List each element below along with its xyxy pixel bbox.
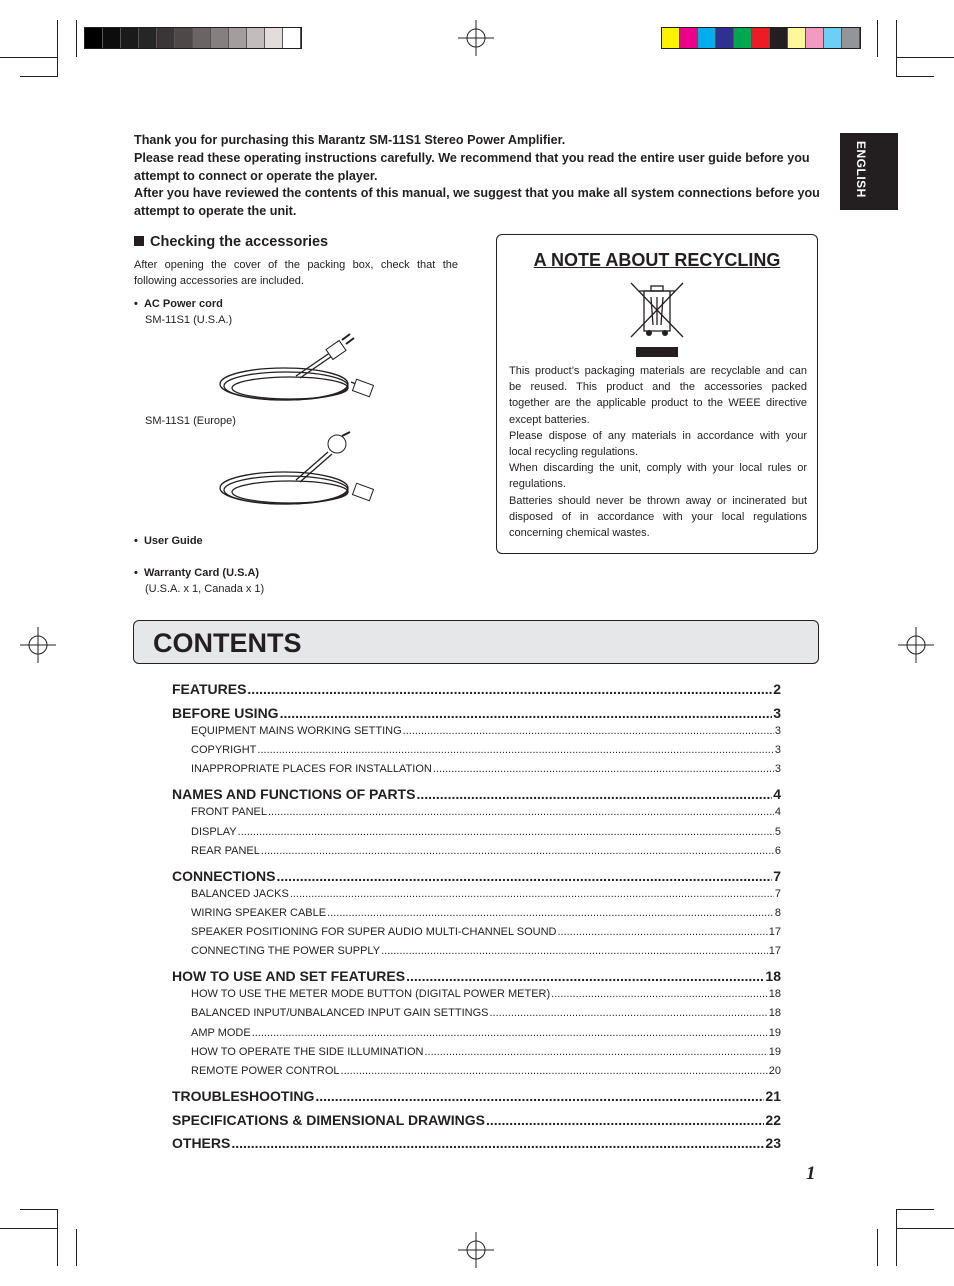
recycling-paragraph: Please dispose of any materials in accordance with your local recycling regulations.	[509, 429, 807, 459]
toc-entry-page: 7	[773, 868, 781, 884]
accessory-item: • Warranty Card (U.S.A)	[134, 567, 260, 579]
registration-mark-icon	[20, 627, 56, 663]
toc-subsection-entry	[191, 888, 781, 900]
toc-dot-leader	[433, 763, 774, 775]
toc-subsection-entry	[191, 945, 781, 957]
toc-subsection-entry	[191, 725, 781, 737]
language-tab	[840, 133, 898, 210]
toc-subsection-entry	[191, 763, 781, 775]
toc-entry-page: 23	[765, 1135, 781, 1151]
toc-entry-label: SPEAKER POSITIONING FOR SUPER AUDIO MULTI-CHANNEL SOUND	[191, 926, 557, 938]
square-bullet-icon	[134, 236, 144, 246]
toc-entry-label: EQUIPMENT MAINS WORKING SETTING	[191, 725, 402, 737]
toc-entry-page: 19	[768, 1027, 781, 1039]
toc-entry-label: CONNECTING THE POWER SUPPLY	[191, 945, 381, 957]
recycling-title: A NOTE ABOUT RECYCLING	[533, 250, 781, 270]
toc-section-entry	[172, 705, 781, 721]
page-number: 1	[806, 1163, 816, 1184]
toc-entry-page: 3	[773, 705, 781, 721]
accessory-item: • User Guide	[134, 535, 203, 547]
toc-dot-leader	[406, 968, 764, 984]
toc-dot-leader	[231, 1135, 764, 1151]
toc-entry-page: 6	[774, 845, 781, 857]
toc-subsection-entry	[191, 1065, 781, 1077]
color-swatch	[85, 28, 103, 48]
toc-dot-leader	[252, 1027, 768, 1039]
color-swatch	[806, 28, 824, 48]
toc-entry-label: BEFORE USING	[172, 705, 279, 721]
toc-entry-label: FRONT PANEL	[191, 806, 267, 818]
europe-cord-label: SM-11S1 (Europe)	[145, 415, 236, 427]
warranty-card-label: Warranty Card (U.S.A)	[143, 567, 260, 579]
toc-dot-leader	[238, 826, 774, 838]
toc-dot-leader	[424, 1046, 767, 1058]
toc-section-entry	[172, 1135, 781, 1151]
toc-entry-label: NAMES AND FUNCTIONS OF PARTS	[172, 786, 416, 802]
toc-dot-leader	[268, 806, 774, 818]
toc-dot-leader	[257, 744, 773, 756]
toc-entry-page: 4	[773, 786, 781, 802]
toc-dot-leader	[276, 868, 772, 884]
toc-subsection-entry	[191, 1027, 781, 1039]
toc-entry-page: 7	[774, 888, 781, 900]
toc-subsection-entry	[191, 744, 781, 756]
toc-dot-leader	[247, 681, 772, 697]
toc-entry-label: COPYRIGHT	[191, 744, 257, 756]
toc-dot-leader	[551, 988, 768, 1000]
intro-paragraph: Please read these operating instructions carefully. We recommend that you read the entire user guide before you attempt to connect or operate the player.	[134, 150, 810, 183]
toc-entry-label: REAR PANEL	[191, 845, 260, 857]
toc-entry-page: 18	[768, 1007, 781, 1019]
toc-dot-leader	[486, 1112, 764, 1128]
toc-entry-page: 22	[765, 1112, 781, 1128]
recycling-paragraph: Batteries should never be thrown away or incinerated but disposed of in accordance with your local regulations concerning chemical wastes.	[509, 494, 807, 540]
intro-paragraph: Thank you for purchasing this Marantz SM-11S1 Stereo Power Amplifier.	[134, 133, 566, 147]
usa-cord-label: SM-11S1 (U.S.A.)	[145, 314, 233, 326]
toc-dot-leader	[416, 786, 772, 802]
toc-dot-leader	[261, 845, 774, 857]
toc-subsection-entry	[191, 926, 781, 938]
color-swatch	[139, 28, 157, 48]
toc-entry-page: 3	[774, 744, 781, 756]
toc-dot-leader	[341, 1065, 768, 1077]
color-swatch	[788, 28, 806, 48]
toc-entry-label: OTHERS	[172, 1135, 231, 1151]
toc-entry-label: BALANCED JACKS	[191, 888, 289, 900]
ac-cord-label: AC Power cord	[143, 298, 223, 310]
toc-dot-leader	[327, 907, 774, 919]
recycling-paragraph: This product’s packaging materials are recyclable and can be reused. This product and the accessories packed together are the applicable product to the WEEE directive except batteries.	[509, 365, 807, 426]
toc-dot-leader	[290, 888, 774, 900]
toc-subsection-entry	[191, 845, 781, 857]
color-swatch	[842, 28, 860, 48]
toc-section-entry	[172, 968, 781, 984]
toc-entry-page: 19	[768, 1046, 781, 1058]
color-swatch	[103, 28, 121, 48]
toc-entry-page: 3	[774, 725, 781, 737]
toc-entry-label: TROUBLESHOOTING	[172, 1088, 315, 1104]
toc-dot-leader	[489, 1007, 767, 1019]
toc-subsection-entry	[191, 1007, 781, 1019]
toc-dot-leader	[403, 725, 774, 737]
contents-title: CONTENTS	[153, 628, 302, 658]
toc-entry-page: 17	[768, 926, 781, 938]
toc-entry-page: 4	[774, 806, 781, 818]
toc-entry-page: 17	[768, 945, 781, 957]
toc-entry-page: 21	[765, 1088, 781, 1104]
toc-section-entry	[172, 868, 781, 884]
toc-entry-label: BALANCED INPUT/UNBALANCED INPUT GAIN SETTINGS	[191, 1007, 489, 1019]
registration-mark-icon	[898, 627, 934, 663]
toc-section-entry	[172, 681, 781, 697]
toc-dot-leader	[381, 945, 768, 957]
toc-entry-label: DISPLAY	[191, 826, 237, 838]
toc-entry-page: 18	[765, 968, 781, 984]
warranty-note: (U.S.A. x 1, Canada x 1)	[145, 583, 265, 595]
toc-subsection-entry	[191, 988, 781, 1000]
toc-entry-label: SPECIFICATIONS & DIMENSIONAL DRAWINGS	[172, 1112, 485, 1128]
toc-entry-label: HOW TO USE AND SET FEATURES	[172, 968, 406, 984]
accessories-heading-text: Checking the accessories	[150, 234, 329, 250]
color-swatch	[121, 28, 139, 48]
toc-entry-label: HOW TO OPERATE THE SIDE ILLUMINATION	[191, 1046, 424, 1058]
toc-entry-page: 8	[774, 907, 781, 919]
toc-entry-page: 2	[773, 681, 781, 697]
color-swatch	[824, 28, 842, 48]
toc-dot-leader	[558, 926, 768, 938]
toc-entry-page: 3	[774, 763, 781, 775]
table-of-contents	[172, 0, 781, 1286]
toc-entry-label: HOW TO USE THE METER MODE BUTTON (DIGITAL POWER METER)	[191, 988, 551, 1000]
toc-subsection-entry	[191, 806, 781, 818]
language-tab-label: ENGLISH	[854, 141, 868, 198]
user-guide-label: User Guide	[143, 535, 203, 547]
toc-entry-label: WIRING SPEAKER CABLE	[191, 907, 327, 919]
toc-subsection-entry	[191, 907, 781, 919]
recycling-paragraph: When discarding the unit, comply with your local rules or regulations.	[509, 462, 807, 491]
toc-entry-page: 20	[768, 1065, 781, 1077]
toc-dot-leader	[280, 705, 773, 721]
toc-entry-page: 5	[774, 826, 781, 838]
intro-paragraph: After you have reviewed the contents of this manual, we suggest that you make all system connections before you attempt to operate the unit.	[134, 186, 820, 219]
toc-entry-label: REMOTE POWER CONTROL	[191, 1065, 340, 1077]
accessory-item: • AC Power cord	[134, 298, 223, 310]
toc-entry-page: 18	[768, 988, 781, 1000]
toc-entry-label: INAPPROPRIATE PLACES FOR INSTALLATION	[191, 763, 432, 775]
toc-section-entry	[172, 1112, 781, 1128]
toc-subsection-entry	[191, 826, 781, 838]
toc-dot-leader	[315, 1088, 764, 1104]
toc-entry-label: CONNECTIONS	[172, 868, 276, 884]
toc-entry-label: FEATURES	[172, 681, 247, 697]
toc-section-entry	[172, 1088, 781, 1104]
toc-section-entry	[172, 786, 781, 802]
toc-subsection-entry	[191, 1046, 781, 1058]
toc-entry-label: AMP MODE	[191, 1027, 251, 1039]
accessories-description: After opening the cover of the packing box, check that the following accessories are included.	[134, 259, 458, 287]
